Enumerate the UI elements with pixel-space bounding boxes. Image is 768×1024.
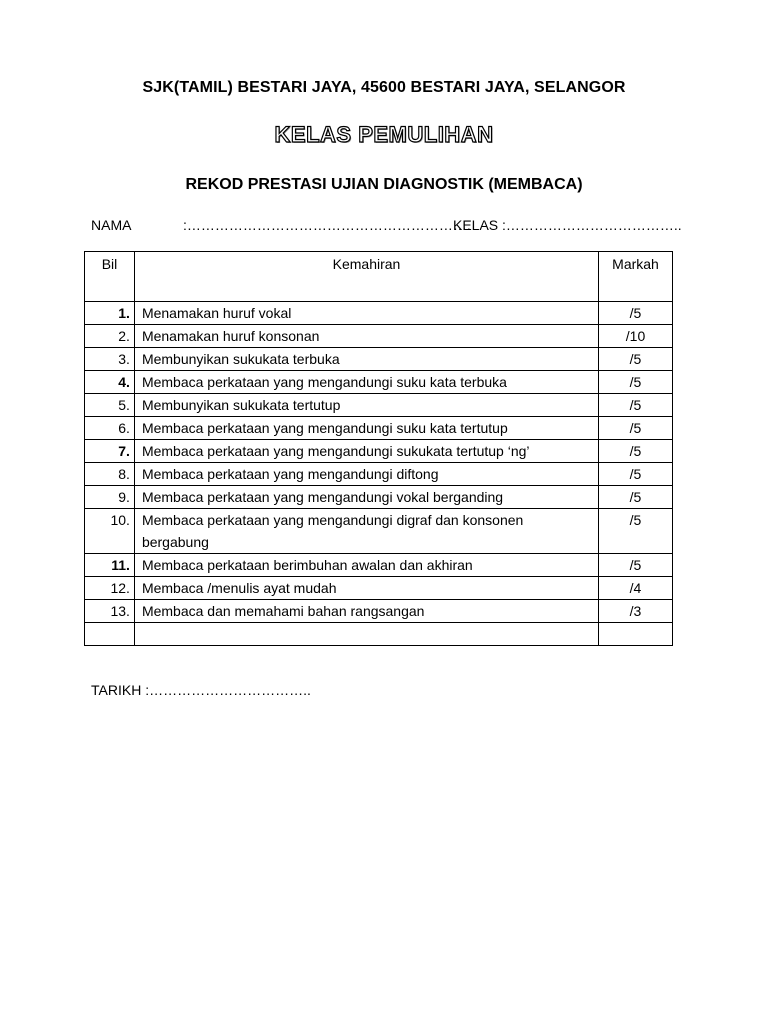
- row-number: 3.: [85, 348, 135, 371]
- header-kemahiran: Kemahiran: [134, 252, 598, 302]
- row-skill: Membaca perkataan yang mengandungi diftong: [134, 463, 598, 486]
- table-row: [85, 577, 673, 600]
- table-row: [85, 417, 673, 440]
- row-skill: Membaca perkataan berimbuhan awalan dan akhiran: [134, 554, 598, 577]
- row-skill: Membunyikan sukukata tertutup: [134, 394, 598, 417]
- table-row: [85, 371, 673, 394]
- table-row: [85, 394, 673, 417]
- row-mark: /5: [599, 371, 673, 394]
- row-mark: /5: [599, 440, 673, 463]
- row-number: 5.: [85, 394, 135, 417]
- row-skill: Membunyikan sukukata terbuka: [134, 348, 598, 371]
- name-field[interactable]: :…………………………………………………….: [183, 217, 471, 233]
- table-row: [85, 554, 673, 577]
- row-mark: /5: [599, 554, 673, 577]
- score-table: [84, 251, 673, 646]
- row-mark: /5: [599, 394, 673, 417]
- school-name: SJK(TAMIL) BESTARI JAYA, 45600 BESTARI JAYA, SELANGOR: [142, 79, 626, 96]
- table-row: [85, 348, 673, 371]
- table-header-row: [85, 252, 673, 302]
- table-row: [85, 486, 673, 509]
- table-row: [85, 600, 673, 623]
- row-number: 1.: [85, 302, 135, 325]
- row-number: 8.: [85, 463, 135, 486]
- row-mark: /5: [599, 463, 673, 486]
- row-mark: /5: [599, 417, 673, 440]
- test-title: REKOD PRESTASI UJIAN DIAGNOSTIK (MEMBACA): [185, 176, 583, 193]
- row-skill: Membaca perkataan yang mengandungi sukukata tertutup ‘ng’: [134, 440, 598, 463]
- table-row-empty: [85, 623, 673, 646]
- row-skill: Membaca dan memahami bahan rangsangan: [134, 600, 598, 623]
- row-mark: /5: [599, 302, 673, 325]
- empty-cell[interactable]: [599, 623, 673, 646]
- class-title: KELAS PEMULIHAN: [274, 122, 494, 147]
- table-row: [85, 509, 673, 554]
- row-number: 10.: [85, 509, 135, 554]
- row-number: 9.: [85, 486, 135, 509]
- table-row: [85, 463, 673, 486]
- row-number: 11.: [85, 554, 135, 577]
- table-row: [85, 325, 673, 348]
- row-skill: Membaca perkataan yang mengandungi digraf dan konsonen bergabung: [134, 509, 598, 554]
- empty-cell[interactable]: [85, 623, 135, 646]
- header-markah: Markah: [599, 252, 673, 302]
- header-bil: Bil: [85, 252, 135, 302]
- row-number: 4.: [85, 371, 135, 394]
- name-label: NAMA: [91, 217, 132, 233]
- empty-cell[interactable]: [134, 623, 598, 646]
- table-row: [85, 302, 673, 325]
- table-row: [85, 440, 673, 463]
- row-mark: /4: [599, 577, 673, 600]
- row-skill: Membaca /menulis ayat mudah: [134, 577, 598, 600]
- row-mark: /5: [599, 509, 673, 554]
- row-number: 13.: [85, 600, 135, 623]
- row-number: 12.: [85, 577, 135, 600]
- row-mark: /5: [599, 348, 673, 371]
- student-info-row: [91, 217, 682, 233]
- date-field[interactable]: TARIKH :……………………………..: [91, 682, 311, 698]
- class-field[interactable]: KELAS :………………………………..: [453, 217, 682, 233]
- row-skill: Membaca perkataan yang mengandungi suku kata tertutup: [134, 417, 598, 440]
- row-mark: /10: [599, 325, 673, 348]
- row-number: 6.: [85, 417, 135, 440]
- row-number: 2.: [85, 325, 135, 348]
- row-skill: Membaca perkataan yang mengandungi vokal berganding: [134, 486, 598, 509]
- row-mark: /5: [599, 486, 673, 509]
- row-skill: Menamakan huruf vokal: [134, 302, 598, 325]
- row-number: 7.: [85, 440, 135, 463]
- row-skill: Menamakan huruf konsonan: [134, 325, 598, 348]
- row-skill: Membaca perkataan yang mengandungi suku kata terbuka: [134, 371, 598, 394]
- row-mark: /3: [599, 600, 673, 623]
